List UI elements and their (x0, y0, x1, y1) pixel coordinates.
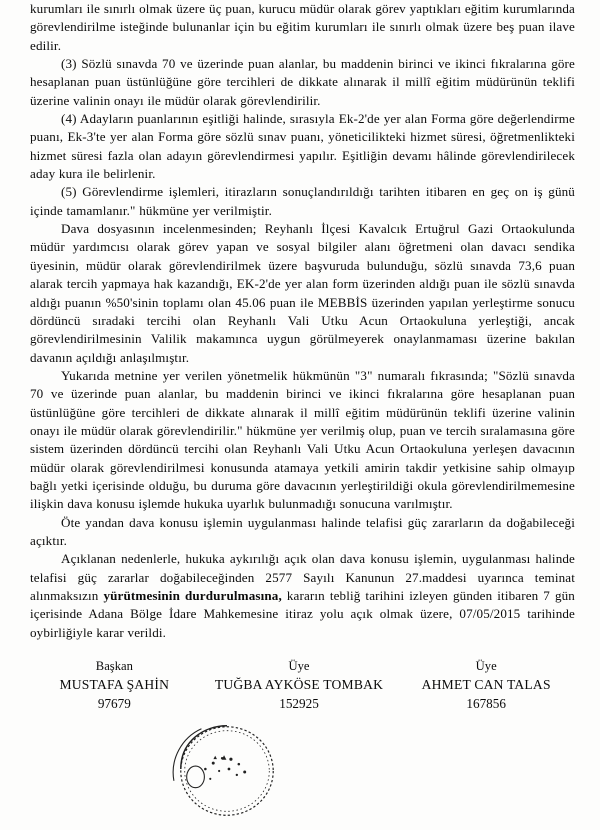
signature-member-one (207, 657, 392, 713)
paragraph-reasoning: Yukarıda metnine yer verilen yönetmelik hükmünün "3" numaralı fıkrasında; "Sözlü sınavda 70 ve üzerinde puan alanlar, bu maddenin birinci ve ikinci fıkralarına göre hesaplanan puan üstünlüğüne göre tercihleri de dikkate alınarak il millî eğitim müdürünün teklifi üzerine valinin onayı ile müdür olarak görevlendirilir." hükmüne yer verilmiş olup, puan ve tercih sıralamasına göre sistem üzerinden dördüncü tercihi olan Reyhanlı Vali Utku Acun Ortaokuluna yerleşen davacının müdür olarak görevlendirilmesi konusunda atamaya yetkili amirin takdir yetkisine sahip olmayıp bağlı yetki içerisinde olduğu, bu duruma göre davacının yerleştirildiği okula görevlendirilmemesine ilişkin dava konusu işlemde hukuka uyarlık bulunmadığı sonucuna varılmıştır. (30, 367, 575, 512)
document-body (30, 0, 575, 642)
paragraph-clause-3: (3) Sözlü sınavda 70 ve üzerinde puan alanlar, bu maddenin birinci ve ikinci fıkralarına göre hesaplanan puan üstünlüğüne göre tercihleri de dikkate alınarak il millî eğitim müdürünün teklifi üzerine valinin onayı ile müdür olarak görevlendirilir. (30, 56, 575, 108)
signature-presiding-judge (22, 657, 207, 713)
paragraph-case-file: Dava dosyasının incelenmesinden; Reyhanlı İlçesi Kavalcık Ertuğrul Gazi Ortaokulunda müdür yardımcısı olarak görev yapan ve sosyal bilgiler alanı öğretmeni olan davacı sendika üyesinin, müdür olarak görevlendirilmek üzere başvuruda bulunduğu, sözlü sınavda 73,6 puan alarak tercih yapmaya hak kazandığı, EK-2'de yer alan form üzerinden aldığı puan ile sözlü sınavda aldığı puanın %50'sinin toplamı olan 45.06 puan ile MEBBİS üzerinden yapılan yerleştirme sonucu dördüncü sıradaki tercihi olan Reyhanlı Vali Utku Acun Ortaokuluna yerleştiği, ancak görevlendirilmesinin Valilik makamınca uygun görülmeyerek onaylanmaması üzerine bakılan davanın açıldığı anlaşılmıştır. (30, 221, 575, 365)
signature-member-two (391, 657, 581, 713)
signature-role: Başkan (95, 659, 133, 673)
official-seal-stamp (168, 712, 286, 830)
signature-block (30, 657, 575, 713)
paragraph-damages: Öte yandan dava konusu işlemin uygulanması halinde telafisi güç zararların da doğabileceği açıktır. (30, 514, 575, 548)
signature-name: TUĞBA AYKÖSE TOMBAK (214, 677, 384, 693)
signature-role: Üye (475, 659, 497, 673)
paragraph-ruling (30, 550, 575, 642)
signature-role: Üye (288, 659, 310, 673)
ruling-text-segment: Açıklanan nedenlerle, hukuka aykırılığı açık olan dava konusu işlemin, uygulanması halinde telafisi güç zararlar doğabileceğinden 2577 Sayılı Kanunun 27.maddesi uyarınca teminat alınmaksızın (30, 551, 575, 603)
signature-id: 97679 (97, 695, 131, 711)
signature-name: AHMET CAN TALAS (421, 677, 551, 693)
signature-id: 167856 (466, 695, 506, 711)
emphasised-ruling-phrase: yürütmesinin durdurulmasına, (103, 588, 282, 603)
signature-id: 152925 (279, 695, 319, 711)
paragraph-clause-5: (5) Görevlendirme işlemleri, itirazların sonuçlandırıldığı tarihten itibaren en geç on iş günü içinde tamamlanır." hükmüne yer verilmiştir. (30, 184, 575, 218)
ruling-text-segment: kararın tebliğ tarihini izleyen günden itibaren 7 gün içerisinde Adana Bölge İdare Mahkemesine itiraz yolu açık olmak üzere, 07/05/2015 tarihinde oybirliğiyle karar verildi. (30, 588, 575, 640)
paragraph-continuation: kurumları ile sınırlı olmak üzere üç puan, kurucu müdür olarak görev yaptıkları eğitim kurumlarında görevlendirilme isteğinde bulunanlar için bu eğitim kurumları ile sınırlı olmak üzere beş puan ilave edilir. (30, 1, 575, 53)
paragraph-clause-4: (4) Adayların puanlarının eşitliği halinde, sırasıyla Ek-2'de yer alan Forma göre değerlendirme puanı, Ek-3'te yer alan Forma göre sözlü sınav puanı, yöneticilikteki hizmet süresi, öğretmenlikteki hizmet süresi fazla olan adayın görevlendirmesi yapılır. Eşitliğin devamı hâlinde görevlendirilecek aday kura ile belirlenir. (30, 111, 575, 182)
signature-name: MUSTAFA ŞAHİN (59, 677, 170, 693)
